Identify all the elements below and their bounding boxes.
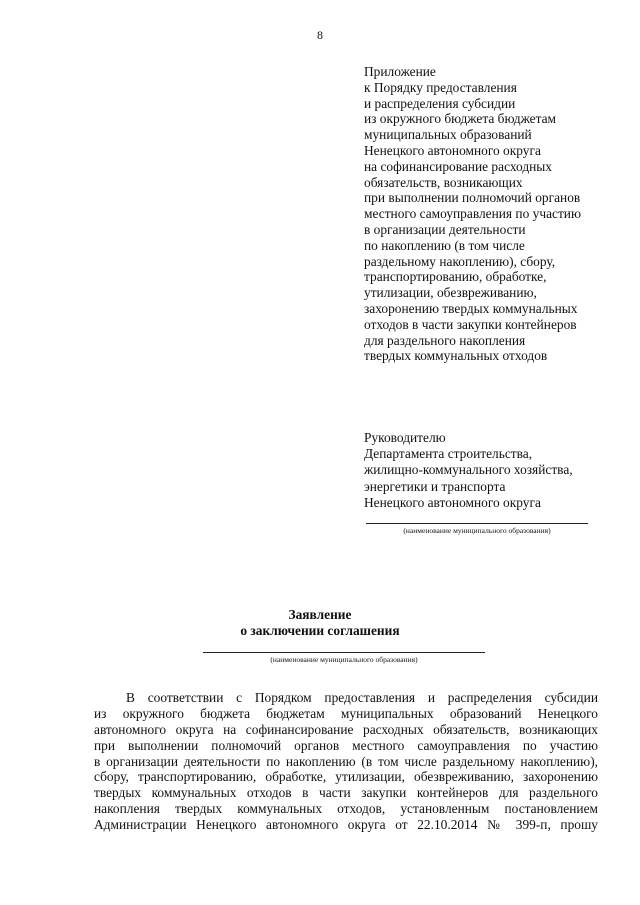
- body-line: автономного округа на софинансирование расходных обязательств, возникающих: [94, 721, 598, 737]
- statement-title: Заявление: [288, 607, 352, 622]
- appendix-line: из окружного бюджета бюджетам: [364, 111, 557, 127]
- appendix-line: твердых коммунальных отходов: [364, 348, 548, 364]
- appendix-line: отходов в части закупки контейнеров: [364, 316, 577, 332]
- addressee-line: жилищно-коммунального хозяйства,: [364, 462, 573, 478]
- statement-subtitle: о заключении соглашения: [240, 623, 400, 638]
- appendix-line: и распределения субсидии: [364, 95, 516, 111]
- appendix-line: раздельному накоплению), сбору,: [364, 253, 556, 269]
- appendix-line: захоронению твердых коммунальных: [364, 300, 578, 316]
- body-line: сбору, транспортированию, обработке, утилизации, обезвреживанию, захоронению: [94, 769, 598, 785]
- appendix-line: при выполнении полномочий органов: [364, 190, 581, 206]
- appendix-line: к Порядку предоставления: [364, 79, 517, 95]
- body-line: накопления твердых коммунальных отходов, установленным постановлением: [94, 801, 598, 817]
- appendix-line: на софинансирование расходных: [364, 158, 552, 174]
- addressee-line: энергетики и транспорта: [364, 478, 506, 494]
- appendix-line: обязательств, возникающих: [364, 174, 523, 190]
- appendix-line: Ненецкого автономного округа: [364, 142, 541, 158]
- body-line: В соответствии с Порядком предоставления и распределения субсидии: [126, 690, 598, 705]
- appendix-line: местного самоуправления по участию: [364, 206, 581, 222]
- body-line: при выполнении полномочий органов местного самоуправления по участию: [94, 737, 598, 753]
- appendix-line: для раздельного накопления: [364, 332, 526, 348]
- municipality-blank-caption: (наименование муниципального образования): [403, 526, 551, 535]
- appendix-line: Приложение: [364, 64, 436, 79]
- appendix-line: утилизации, обезвреживанию,: [364, 285, 537, 301]
- appendix-line: по накоплению (в том числе: [364, 237, 525, 253]
- statement-municipality-blank-line[interactable]: [203, 652, 485, 653]
- body-line: в организации деятельности по накоплению (в том числе раздельному накоплению),: [94, 753, 598, 769]
- statement-municipality-caption: (наименование муниципального образования): [270, 655, 418, 664]
- body-line: из окружного бюджета бюджетам муниципальных образований Ненецкого: [94, 705, 598, 721]
- body-paragraph: [94, 690, 598, 833]
- municipality-blank-line[interactable]: [366, 523, 588, 524]
- appendix-line: транспортированию, обработке,: [364, 269, 547, 285]
- addressee-line: Ненецкого автономного округа: [364, 494, 541, 510]
- body-line: Администрации Ненецкого автономного округа от 22.10.2014 № 399-п, прошу: [94, 817, 598, 833]
- addressee-block: [364, 430, 614, 511]
- page-number: 8: [317, 28, 323, 42]
- appendix-line: в организации деятельности: [364, 221, 526, 237]
- body-line: твердых коммунальных отходов в части закупки контейнеров для раздельного: [94, 785, 598, 801]
- appendix-block: [364, 64, 614, 364]
- addressee-line: Руководителю: [364, 430, 446, 445]
- addressee-line: Департамента строительства,: [364, 446, 533, 462]
- appendix-line: муниципальных образований: [364, 127, 532, 143]
